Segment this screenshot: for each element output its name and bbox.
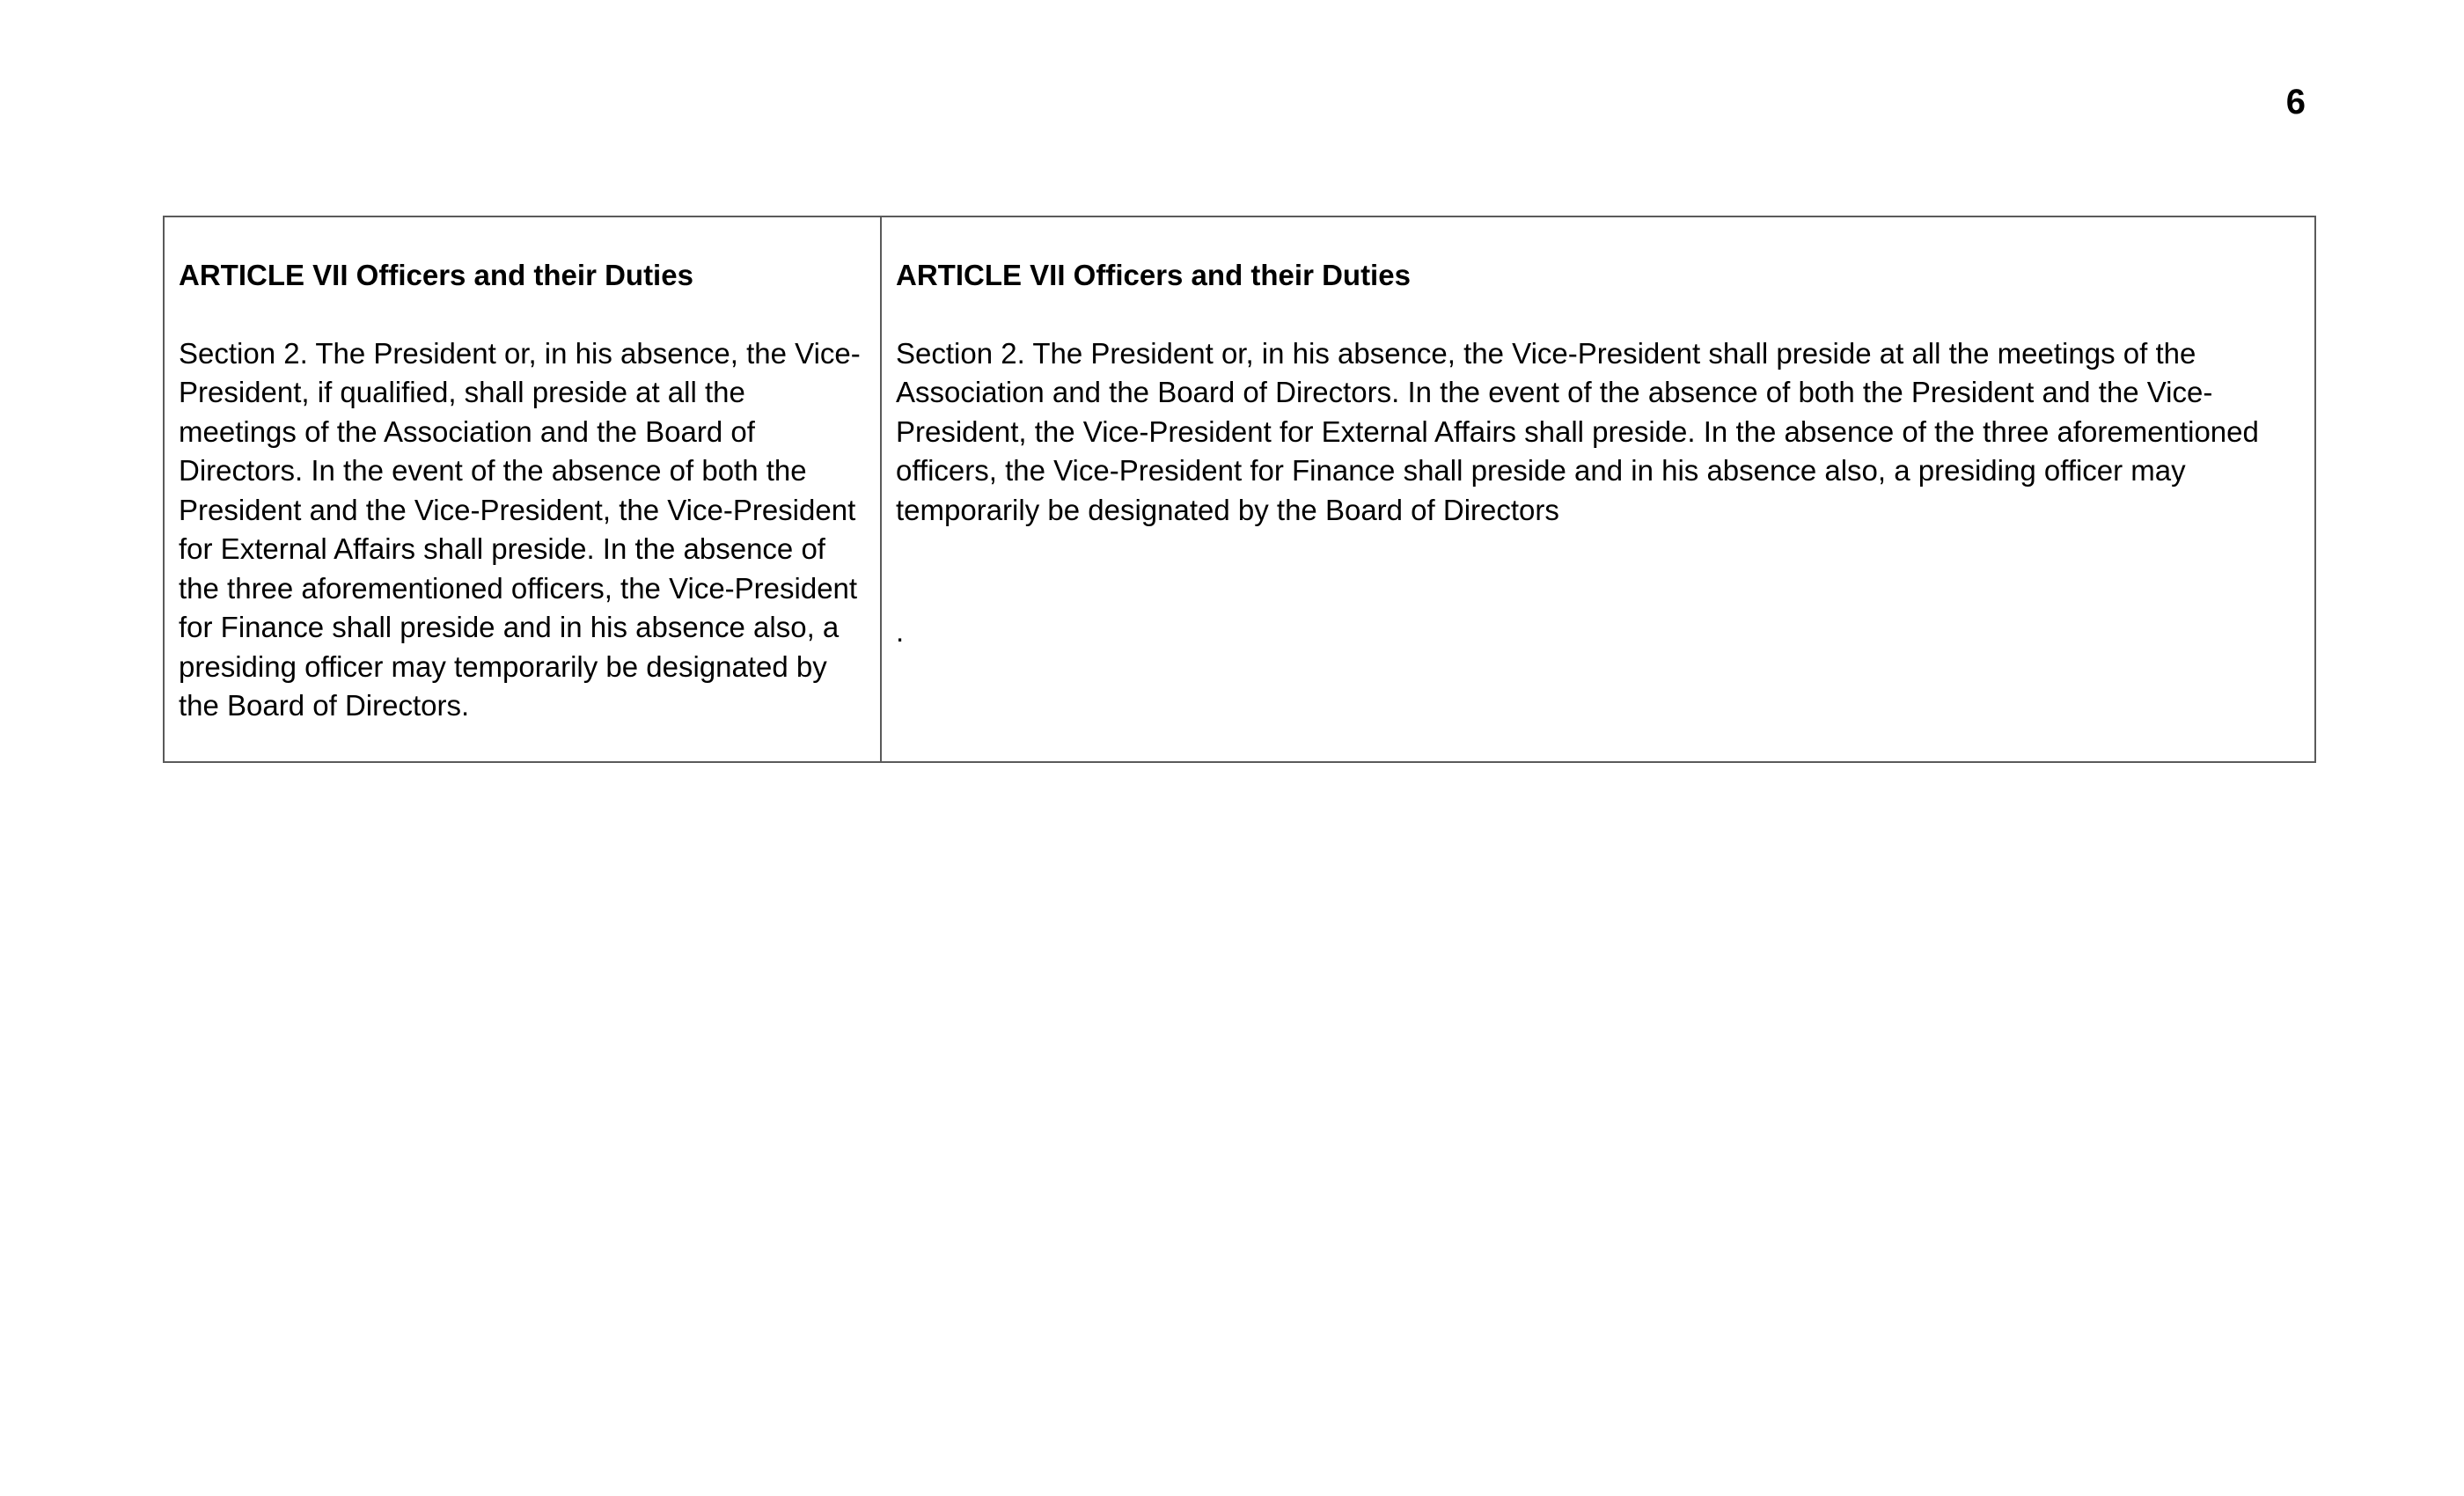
section-text-right: Section 2. The President or, in his absence, the Vice-President shall preside at all the meetings of the Association and the Board of Directors. In the event of the absence of both the President and the Vice-President, the Vice-President for External Affairs shall preside. In the absence of the three aforementioned officers, the Vice-President for Finance shall preside and in his absence also, a presiding officer may temporarily be designated by the Board of Directors bbox=[896, 336, 2259, 526]
page-number: 6 bbox=[2285, 83, 2306, 121]
comparison-table bbox=[163, 216, 2316, 763]
article-heading-right: ARTICLE VII Officers and their Duties bbox=[896, 259, 1411, 291]
table-cell-left bbox=[165, 217, 882, 761]
article-heading-left: ARTICLE VII Officers and their Duties bbox=[179, 259, 693, 291]
trailing-period: . bbox=[896, 615, 905, 648]
section-text-left: Section 2. The President or, in his absence, the Vice-President, if qualified, shall preside at all the meetings of the Association and the Board of Directors. In the event of the absence of both the President and the Vice-President, the Vice-President for External Affairs shall preside. In the absence of the three aforementioned officers, the Vice-President for Finance shall preside and in his absence also, a presiding officer may temporarily be designated by the Board of Directors. bbox=[179, 336, 861, 722]
table-cell-right bbox=[882, 217, 2314, 761]
